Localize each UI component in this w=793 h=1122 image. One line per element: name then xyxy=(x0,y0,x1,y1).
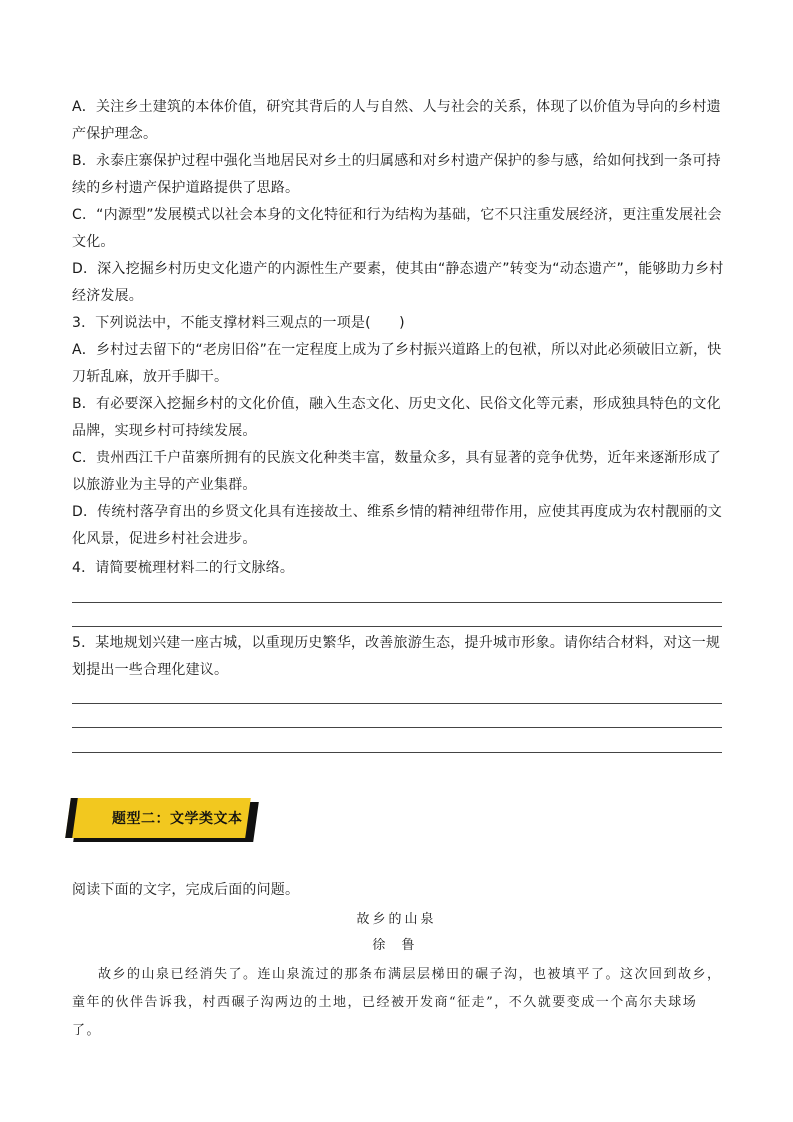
q5-stem: 5．某地规划兴建一座古城，以重现历史繁华，改善旅游生态，提升城市形象。请你结合材料，对这一规划提出一些合理化建议。 xyxy=(72,635,721,678)
reading-title: 故乡的山泉 xyxy=(356,912,437,927)
q2-option-c: C．“内源型”发展模式以社会本身的文化特征和行为结构为基础，它不只注重发展经济，更注重发展社会文化。 xyxy=(72,207,722,250)
q2-option-d: D．深入挖掘乡村历史文化遗产的内源性生产要素，使其由“静态遗产”转变为“动态遗产”，能够助力乡村经济发展。 xyxy=(72,261,724,304)
reading-instruction: 阅读下面的文字，完成后面的问题。 xyxy=(72,882,300,898)
answer-line[interactable] xyxy=(72,703,722,704)
answer-line[interactable] xyxy=(72,602,722,603)
q3-stem: 3．下列说法中，不能支撑材料三观点的一项是( ) xyxy=(72,315,405,331)
q4-stem: 4．请简要梳理材料二的行文脉络。 xyxy=(72,560,295,576)
reading-author: 徐 鲁 xyxy=(372,938,421,953)
q2-option-a: A．关注乡土建筑的本体价值，研究其背后的人与自然、人与社会的关系，体现了以价值为导向的乡村遗产保护理念。 xyxy=(72,99,721,142)
section-title: 题型二：文学类文本 xyxy=(112,811,243,827)
q3-option-d: D．传统村落孕育出的乡贤文化具有连接故土、维系乡情的精神纽带作用，应使其再度成为农村靓丽的文化风景，促进乡村社会进步。 xyxy=(72,504,722,547)
answer-line[interactable] xyxy=(72,626,722,627)
q3-option-b: B．有必要深入挖掘乡村的文化价值，融入生态文化、历史文化、民俗文化等元素，形成独具特色的文化品牌，实现乡村可持续发展。 xyxy=(72,396,721,439)
q3-option-c: C．贵州西江千户苗寨所拥有的民族文化种类丰富，数量众多，具有显著的竞争优势，近年来逐渐形成了以旅游业为主导的产业集群。 xyxy=(72,450,721,493)
answer-line[interactable] xyxy=(72,752,722,753)
answer-line[interactable] xyxy=(72,727,722,728)
section-banner xyxy=(68,796,258,846)
q3-option-a: A．乡村过去留下的“老房旧俗”在一定程度上成为了乡村振兴道路上的包袱，所以对此必须破旧立新，快刀斩乱麻，放开手脚干。 xyxy=(72,342,722,385)
q2-option-b: B．永泰庄寨保护过程中强化当地居民对乡土的归属感和对乡村遗产保护的参与感，给如何找到一条可持续的乡村遗产保护道路提供了思路。 xyxy=(72,153,721,196)
reading-body: 故乡的山泉已经消失了。连山泉流过的那条布满层层梯田的碾子沟，也被填平了。这次回到故乡，童年的伙伴告诉我，村西碾子沟两边的土地，已经被开发商“征走”，不久就要变成一个高尔夫球场了。 xyxy=(72,967,722,1038)
